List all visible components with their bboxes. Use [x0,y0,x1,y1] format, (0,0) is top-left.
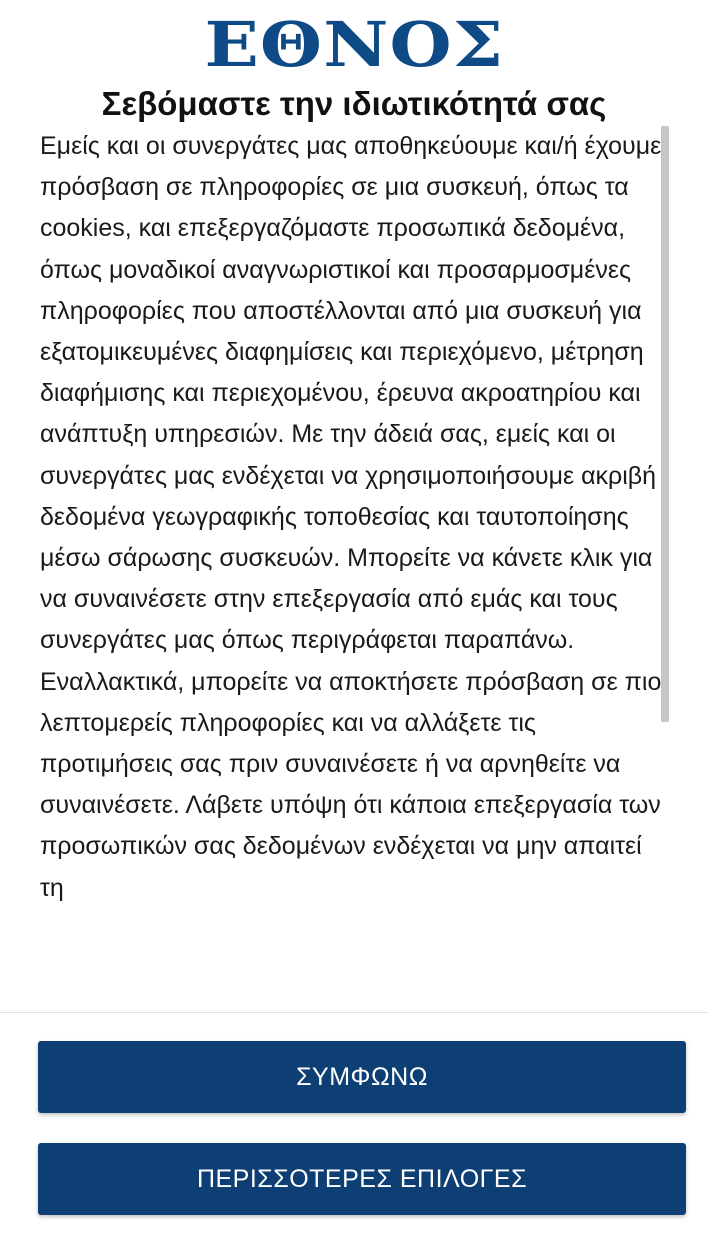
consent-text-scroll-area[interactable] [40,126,672,1012]
footer-divider [0,1012,708,1013]
more-options-button[interactable]: ΠΕΡΙΣΣΟΤΕΡΕΣ ΕΠΙΛΟΓΕΣ [38,1143,686,1215]
brand-header [0,8,708,81]
consent-description: Εμείς και οι συνεργάτες μας αποθηκεύουμε και/ή έχουμε πρόσβαση σε πληροφορίες σε μια συσκευή, όπως τα cookies, και επεξεργαζόμαστε προσωπικά δεδομένα, όπως μοναδικοί αναγνωριστικοί και προσαρμοσμένες πληροφορίες που αποστέλλονται από μια συσκευή για εξατομικευμένες διαφημίσεις και περιεχόμενο, μέτρηση διαφήμισης και περιεχομένου, έρευνα ακροατηρίου και ανάπτυξη υπηρεσιών. Με την άδειά σας, εμείς και οι συνεργάτες μας ενδέχεται να χρησιμοποιήσουμε ακριβή δεδομένα γεωγραφικής τοποθεσίας και ταυτοποίησης μέσω σάρωσης συσκευών. Μπορείτε να κάνετε κλικ για να συναινέσετε στην επεξεργασία από εμάς και τους συνεργάτες μας όπως περιγράφεται παραπάνω. Εναλλακτικά, μπορείτε να αποκτήσετε πρόσβαση σε πιο λεπτομερείς πληροφορίες και να αλλάξετε τις προτιμήσεις σας πριν συναινέσετε ή να αρνηθείτε να συναινέσετε. Λάβετε υπόψη ότι κάποια επεξεργασία των προσωπικών σας δεδομένων ενδέχεται να μην απαιτεί τη [40,132,662,902]
text-fade-overlay [40,902,672,1012]
brand-logo: ΕΘΝΟΣ [204,8,504,81]
scrollbar[interactable] [661,126,669,722]
agree-button[interactable]: ΣΥΜΦΩΝΩ [38,1041,686,1113]
dialog-title: Σεβόμαστε την ιδιωτικότητά σας [101,85,607,122]
scrollbar-thumb[interactable] [661,126,669,722]
